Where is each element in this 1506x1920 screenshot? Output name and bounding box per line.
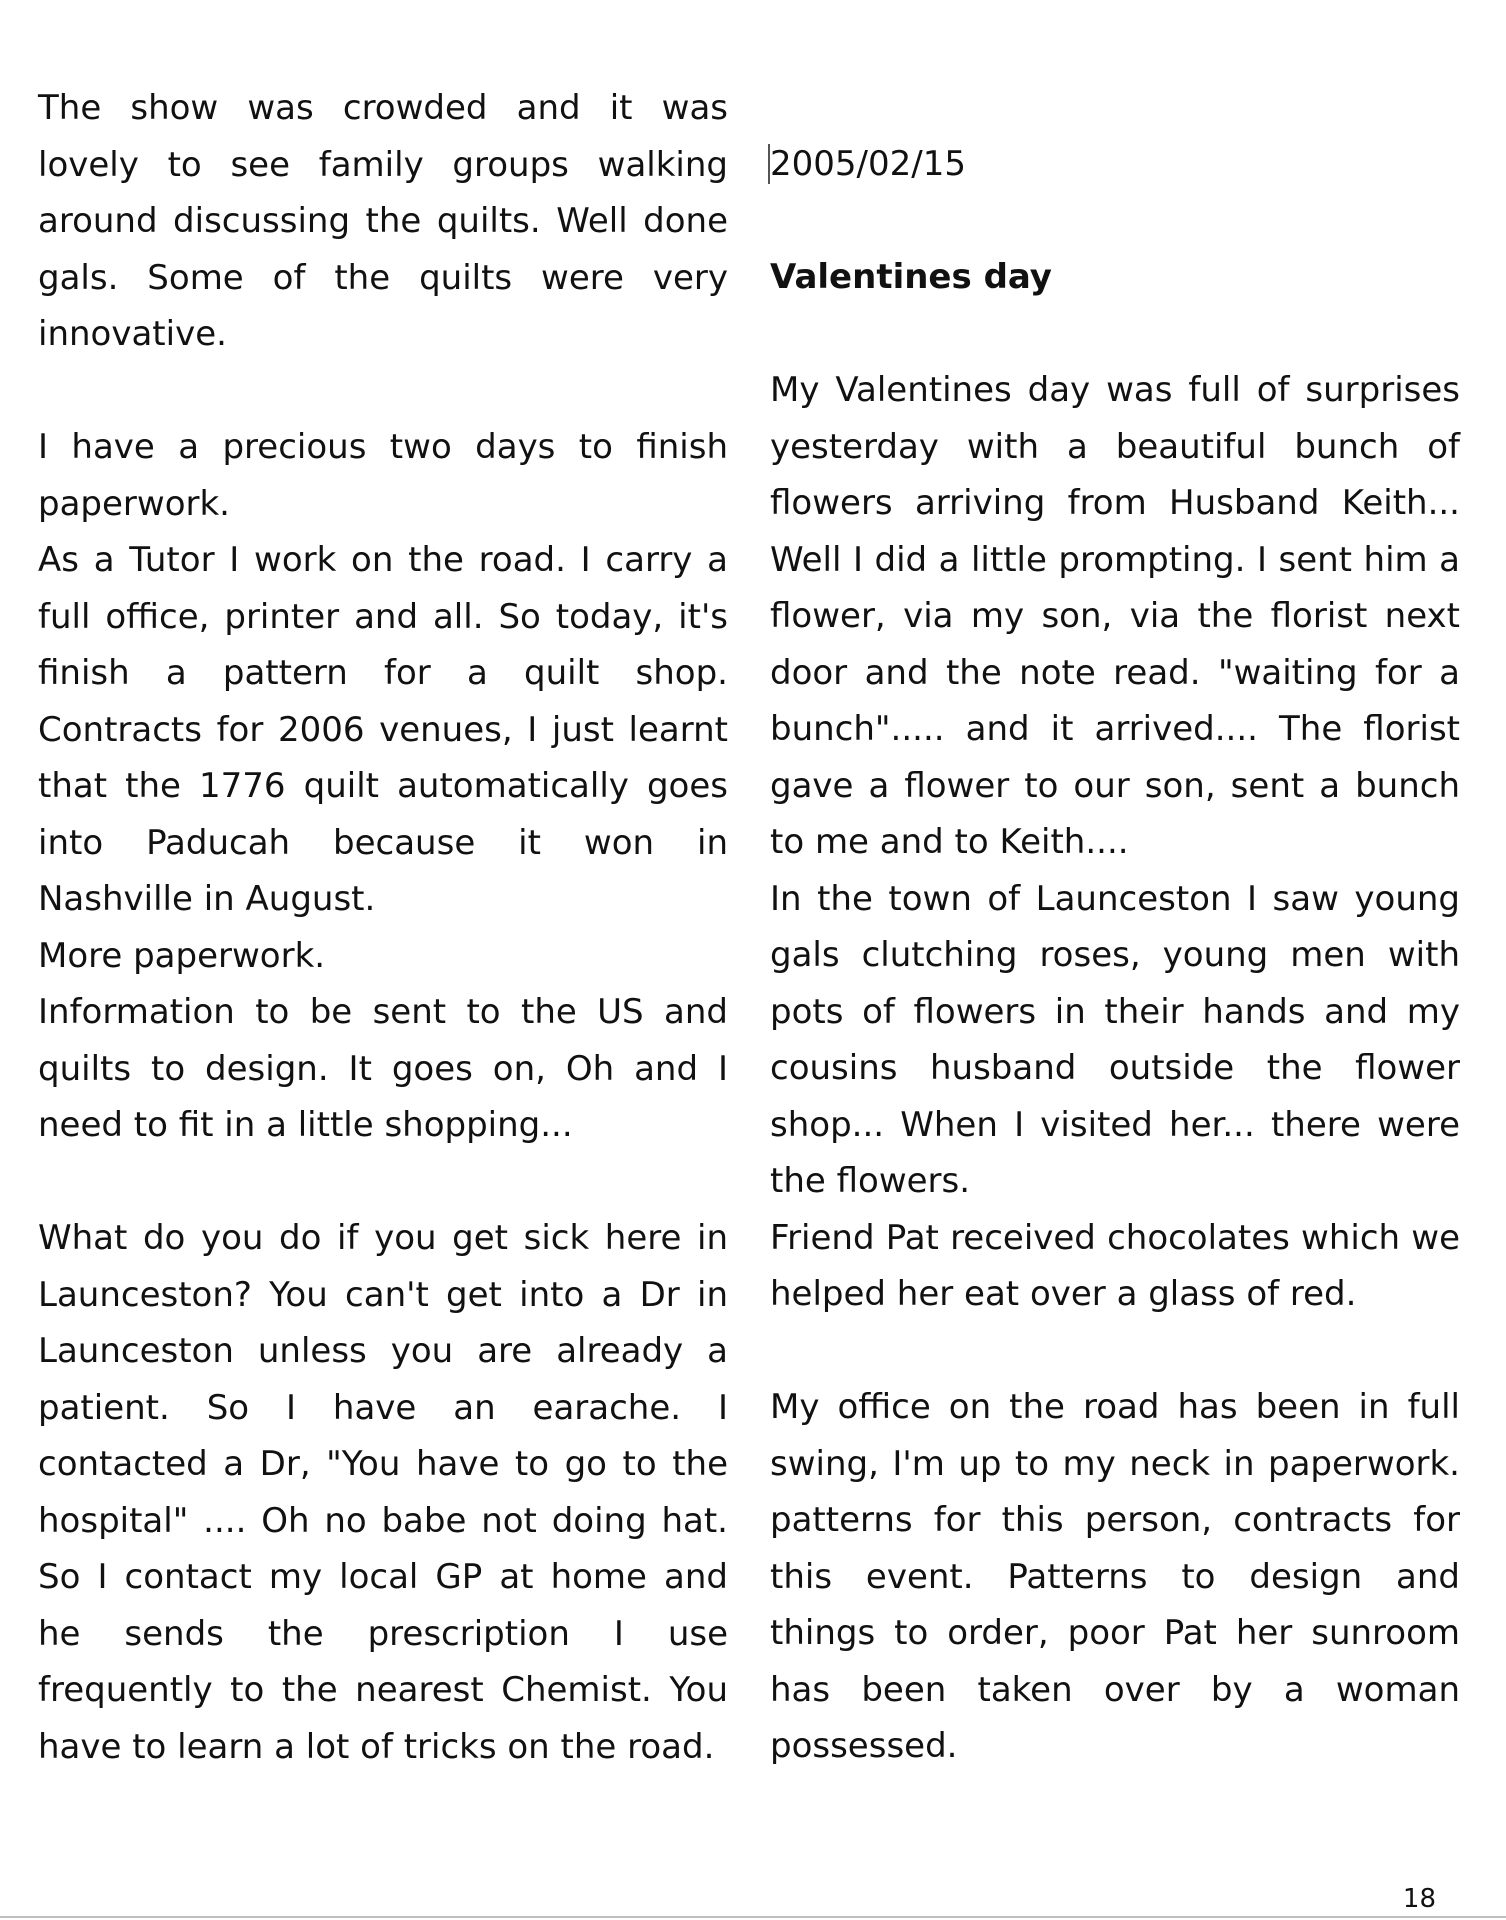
- text-cursor: [768, 144, 770, 184]
- paragraph-gap: [38, 363, 728, 420]
- right-column: [770, 136, 1460, 1775]
- paragraph-sick-in-launceston: What do you do if you get sick here in Launceston? You can't get into a Dr in Launceston unless you are already a patient. So I have an earache. I contacted a Dr, "You have to go to the hospital" .... Oh no babe not doing hat. So I contact my local GP at home and he sends the prescription I use frequently to the nearest Chemist. You have to learn a lot of tricks on the road.: [38, 1218, 728, 1767]
- entry-date-text: 2005/02/15: [770, 144, 966, 184]
- page-number: 18: [1402, 1884, 1436, 1914]
- paragraph-office-on-road: My office on the road has been in full swing, I'm up to my neck in paperwork. patterns for this person, contracts for this event. Patterns to design and things to order, poor Pat her sunroom has been taken over by a woman possessed.: [770, 1387, 1460, 1766]
- left-column: [38, 80, 728, 1775]
- paragraph-friend-pat: Friend Pat received chocolates which we helped her eat over a glass of red.: [770, 1217, 1460, 1314]
- paragraph-quilt-show: The show was crowded and it was lovely to see family groups walking around discussing the quilts. Well done gals. Some of the quilts were very innovative.: [38, 88, 728, 354]
- paragraph-valentines-surprises: My Valentines day was full of surprises yesterday with a beautiful bunch of flowers arriving from Husband Keith... Well I did a little prompting. I sent him a flower, via my son, via the florist next door and the note read. "waiting for a bunch"..... and it arrived.... The florist gave a flower to our son, sent a bunch to me and to Keith....: [770, 370, 1460, 862]
- paragraph-paperwork-days: I have a precious two days to finish paperwork.: [38, 427, 728, 524]
- paragraph-launceston-town: In the town of Launceston I saw young gals clutching roses, young men with pots of flowers in their hands and my cousins husband outside the flower shop... When I visited her... there were the flowers.: [770, 878, 1460, 1201]
- paragraph-tutor-on-road: As a Tutor I work on the road. I carry a full office, printer and all. So today, it's finish a pattern for a quilt shop. Contracts for 2006 venues, I just learnt that the 1776 quilt automatically goes into Paducah because it won in Nashville in August.: [38, 540, 728, 919]
- entry-date: [770, 136, 1460, 193]
- page-bottom-divider: [0, 1916, 1506, 1918]
- paragraph-gap: [770, 1323, 1460, 1380]
- paragraph-gap: [38, 1154, 728, 1211]
- paragraph-gap: [770, 193, 1460, 250]
- paragraph-more-paperwork: More paperwork.: [38, 935, 326, 976]
- entry-title: Valentines day: [770, 257, 1052, 297]
- paragraph-gap: [770, 306, 1460, 363]
- paragraph-information-us: Information to be sent to the US and quilts to design. It goes on, Oh and I need to fit in a little shopping...: [38, 992, 728, 1145]
